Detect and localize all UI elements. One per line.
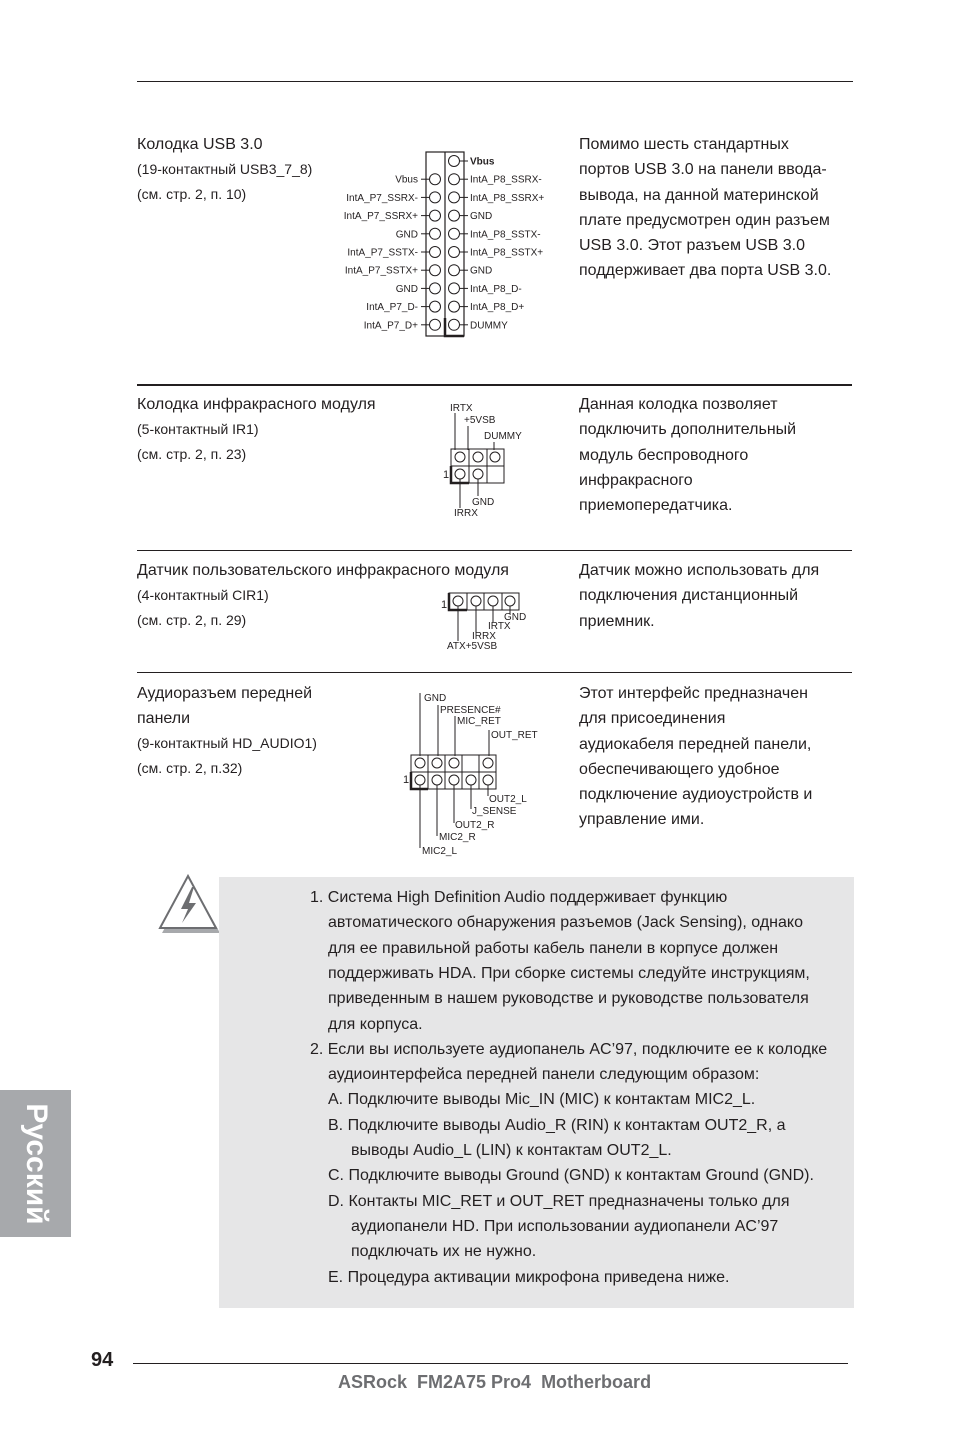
usb3-pin-label: DUMMY <box>470 320 508 332</box>
usb3-pin-label: GND <box>470 211 493 223</box>
audio-label-outret: OUT_RET <box>491 730 538 741</box>
note-line: аудиопанели HD. При использовании аудиопанели AC’97 <box>351 1217 779 1235</box>
ir-label-dummy: DUMMY <box>484 431 522 442</box>
usb3-pin-label: IntA_P8_SSTX- <box>470 229 541 241</box>
section-description: Датчик можно использовать для подключения дистанционный приемник. <box>579 562 820 630</box>
usb3-pin-label: IntA_P8_SSRX- <box>470 174 542 186</box>
cir-label-gnd: GND <box>504 612 527 623</box>
note-line: поддерживать HDA. При сборке системы следуйте инструкциям, <box>328 964 810 982</box>
audio-label-jsense: J_SENSE <box>472 806 517 817</box>
usb3-pin-label: GND <box>470 265 493 277</box>
usb3-pin-label: Vbus <box>470 156 495 168</box>
note-line: E. Процедура активации микрофона приведена ниже. <box>328 1268 730 1286</box>
section-ref: (см. стр. 2, п. 10) <box>137 186 247 202</box>
note-line: для корпуса. <box>328 1015 423 1033</box>
ir-label-irtx: IRTX <box>450 403 473 414</box>
usb3-pin-label: IntA_P7_SSTX- <box>347 247 418 259</box>
usb3-pin <box>449 265 460 276</box>
usb3-pin-label: GND <box>395 283 418 295</box>
note-line: B. Подключите выводы Audio_R (RIN) к контактам OUT2_R, а <box>328 1116 786 1134</box>
usb3-pin <box>449 283 460 294</box>
note-line: D. Контакты MIC_RET и OUT_RET предназначены только для <box>328 1192 790 1210</box>
usb3-pin <box>430 319 441 330</box>
usb3-pin <box>449 156 460 167</box>
usb3-pin <box>430 283 441 294</box>
usb3-pin-label: IntA_P8_SSTX+ <box>470 247 544 259</box>
usb3-pin-label: IntA_P8_D+ <box>470 302 525 314</box>
language-tab-label: Русский <box>19 1102 53 1225</box>
section-title: Датчик пользовательского инфракрасного модуля <box>137 562 509 579</box>
footer-rule <box>133 1363 848 1364</box>
section-pins: (4-контактный CIR1) <box>137 587 269 603</box>
usb3-pin <box>449 247 460 258</box>
ir-pin1: 1 <box>443 469 450 481</box>
usb3-pin <box>430 192 441 203</box>
usb3-pin-label: IntA_P7_SSTX+ <box>344 265 418 277</box>
cir-pin1: 1 <box>441 599 448 611</box>
usb3-pin <box>430 247 441 258</box>
section-title: Аудиоразъем передней <box>137 685 313 702</box>
cir-label-atx5vsb: ATX+5VSB <box>447 641 498 652</box>
usb3-pin-label: IntA_P7_SSRX- <box>346 192 418 204</box>
usb3-pin-label: IntA_P7_SSRX+ <box>343 211 418 223</box>
section-pins: (5-контактный IR1) <box>137 421 259 437</box>
section-title: Колодка инфракрасного модуля <box>137 396 376 413</box>
note-line: автоматического обнаружения разъемов (Jack Sensing), однако <box>328 914 803 932</box>
usb3-pin <box>449 301 460 312</box>
usb3-right-pin-column <box>449 156 545 332</box>
usb3-pin-label: IntA_P8_SSRX+ <box>470 192 545 204</box>
hd-audio-header-diagram <box>400 690 550 860</box>
cir-header-diagram <box>438 590 538 652</box>
cir-label-irtx: IRTX <box>488 621 511 632</box>
usb3-pin-label: IntA_P8_D- <box>470 283 522 295</box>
audio-label-mic2l: MIC2_L <box>422 846 458 857</box>
usb3-pin <box>430 265 441 276</box>
audio-label-gnd: GND <box>424 693 447 704</box>
note-line: аудиоинтерфейса передней панели следующим образом: <box>328 1066 760 1084</box>
ir-header-diagram <box>440 400 540 520</box>
section-title-line2: панели <box>137 710 191 727</box>
usb3-pin <box>430 210 441 221</box>
section-description: Помимо шесть стандартных портов USB 3.0 на панели ввода- вывода, на данной материнской плате предусмотрен один разъем USB 3.0. Этот разъем USB 3.0 поддерживает два порта USB 3.0. <box>579 136 832 280</box>
note-line: 2. Если вы используете аудиопанель AC’97, подключите ее к колодке <box>310 1040 828 1058</box>
section-ref: (см. стр. 2, п. 23) <box>137 446 247 462</box>
section-pins: (19-контактный USB3_7_8) <box>137 161 313 177</box>
usb3-pin <box>449 319 460 330</box>
section-divider-3 <box>137 672 852 673</box>
usb3-pin <box>430 301 441 312</box>
note-line: C. Подключите выводы Ground (GND) к контактам Ground (GND). <box>328 1167 814 1185</box>
warning-icon <box>158 873 222 935</box>
ir-label-gnd: GND <box>472 497 495 508</box>
note-line: 1. Система High Definition Audio поддерживает функцию <box>310 889 728 906</box>
section-ref: (см. стр. 2, п. 29) <box>137 612 247 628</box>
audio-label-presence: PRESENCE# <box>440 705 501 716</box>
section-description: Данная колодка позволяет подключить дополнительный модуль беспроводного инфракрасного приемопередатчика. <box>579 396 797 515</box>
note-line: для ее правильной работы кабель панели в корпусе должен <box>328 939 779 957</box>
note-line: подключать их не нужно. <box>351 1243 537 1261</box>
usb3-pin-label: IntA_P7_D- <box>366 302 418 314</box>
section-description: Этот интерфейс предназначен для присоединения аудиокабеля передней панели, обеспечивающего удобное подключение аудиоустройств и управление ими. <box>579 685 813 829</box>
ir-label-irrx: IRRX <box>454 508 478 519</box>
audio-label-mic2r: MIC2_R <box>439 832 476 843</box>
audio-label-out2l: OUT2_L <box>489 794 527 805</box>
note-line: приведенным в нашем руководстве и руководстве пользователя <box>328 990 809 1008</box>
section-title: Колодка USB 3.0 <box>137 136 263 153</box>
ir-label-5vsb: +5VSB <box>464 415 496 426</box>
note-line: выводы Audio_L (LIN) к контактам OUT2_L. <box>351 1142 672 1159</box>
usb3-pin <box>430 228 441 239</box>
audio-pin1: 1 <box>403 774 410 786</box>
section-ref: (см. стр. 2, п.32) <box>137 760 243 776</box>
usb3-pin <box>449 192 460 203</box>
top-rule <box>137 81 853 82</box>
usb3-pin-label: GND <box>395 229 418 241</box>
usb3-pin <box>449 228 460 239</box>
usb3-pin <box>449 210 460 221</box>
section-pins: (9-контактный HD_AUDIO1) <box>137 735 317 751</box>
audio-label-out2r: OUT2_R <box>455 820 495 831</box>
page-number: 94 <box>91 1349 114 1371</box>
section-divider-1 <box>137 384 852 386</box>
note-line: A. Подключите выводы Mic_IN (MIC) к контактам MIC2_L. <box>328 1091 756 1109</box>
usb3-header-diagram <box>320 148 570 340</box>
usb3-pin-label: IntA_P7_D+ <box>363 320 418 332</box>
footer-title: ASRock FM2A75 Pro4 Motherboard <box>338 1372 652 1392</box>
usb3-pin <box>430 174 441 185</box>
usb3-pin-label: Vbus <box>395 174 418 186</box>
cir-label-irrx: IRRX <box>472 631 496 642</box>
audio-label-micret: MIC_RET <box>457 716 501 727</box>
language-tab <box>0 1090 71 1237</box>
section-divider-2 <box>137 550 852 551</box>
usb3-pin <box>449 174 460 185</box>
